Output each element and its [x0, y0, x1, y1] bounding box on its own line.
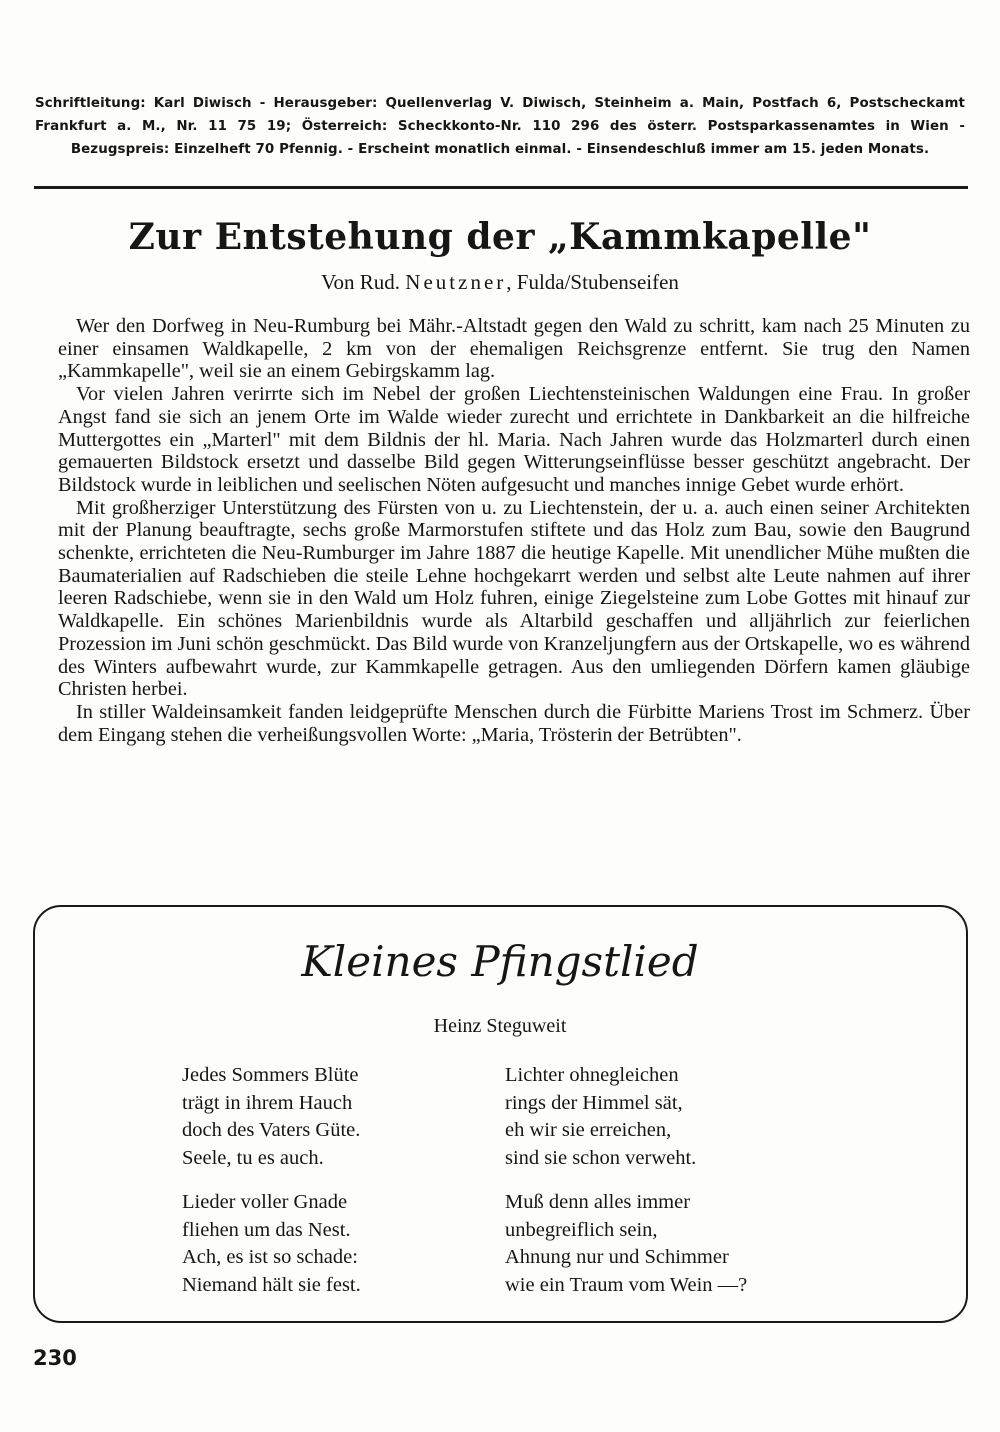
poem-stanza [505, 1189, 747, 1299]
poem-line: rings der Himmel sät, [505, 1091, 683, 1114]
poem-author: Heinz Steguweit [433, 1015, 567, 1037]
article-paragraph: Vor vielen Jahren verirrte sich im Nebel der großen Liechtensteinischen Waldungen eine Frau. In großer Angst fand sie sich an jenem Orte im Walde wieder zurecht und errichtete in Dankbarkeit an die hilfreiche Muttergottes ein „Marterl" mit dem Bildnis der hl. Maria. Nach Jahren wurde das Holzmarterl durch einen gemauerten Bildstock ersetzt und dasselbe Bild gegen Witterungseinflüsse besser geschützt angebracht. Der Bildstock wurde in leiblichen und seelischen Nöten aufgesucht und manches innige Gebet wurde erhört. [58, 383, 970, 496]
poem-stanza [182, 1189, 361, 1299]
poem-column-left [182, 1062, 361, 1316]
poem-line: Lichter ohnegleichen [505, 1064, 679, 1086]
poem-line: eh wir sie erreichen, [505, 1119, 672, 1141]
page-number: 230 [33, 1346, 77, 1370]
poem-line: unbegreiflich sein, [505, 1218, 658, 1241]
poem-line: Lieder voller Gnade [182, 1191, 348, 1213]
article-paragraph: Wer den Dorfweg in Neu-Rumburg bei Mähr.-Altstadt gegen den Wald zu schritt, kam nach 25 Minuten zu einer einsamen Waldkapelle, 2 km von der ehemaligen Reichsgrenze entfernt. Sie trug den Namen „Kammkapelle", weil sie an einem Gebirgskamm lag. [58, 315, 970, 383]
article-body [58, 315, 970, 746]
article-byline [0, 268, 1000, 296]
poem-line: Jedes Sommers Blüte [182, 1064, 359, 1086]
poem-line: wie ein Traum vom Wein —? [505, 1273, 748, 1296]
article-title: Zur Entstehung der „Kammkapelle" [128, 216, 872, 258]
poem-line: trägt in ihrem Hauch [182, 1091, 353, 1114]
poem-column-right [505, 1062, 747, 1316]
poem-stanza [505, 1062, 747, 1172]
article-paragraph: In stiller Waldeinsamkeit fanden leidgeprüfte Menschen durch die Fürbitte Mariens Trost im Schmerz. Über dem Eingang stehen die verheißungsvollen Worte: „Maria, Trösterin der Betrübten". [58, 700, 970, 746]
poem-line: sind sie schon verweht. [505, 1146, 697, 1169]
header-rule [34, 186, 968, 189]
poem-line: Seele, tu es auch. [182, 1146, 324, 1169]
poem-line: Ahnung nur und Schimmer [505, 1246, 729, 1268]
byline-suffix: , Fulda/Stubenseifen [506, 270, 679, 294]
poem-line: Niemand hält sie fest. [182, 1273, 361, 1296]
byline-author: Neutzner [405, 270, 507, 294]
masthead-imprint: Schriftleitung: Karl Diwisch - Herausgeber: Quellenverlag V. Diwisch, Steinheim a. Main, Postfach 6, Postscheckamt Frankfurt a. M., Nr. 11 75 19; Österreich: Scheckkonto-Nr. 110 296 des österr. Postsparkassenamtes in Wien - Bezugspreis: Einzelheft 70 Pfennig. - Erscheint monatlich einmal. - Einsendeschluß immer am 15. jeden Monats. [35, 96, 965, 157]
poem-line: Ach, es ist so schade: [182, 1246, 358, 1268]
poem-title: Kleines Pfingstlied [301, 937, 699, 986]
poem-line: Muß denn alles immer [505, 1191, 691, 1213]
poem-line: doch des Vaters Güte. [182, 1119, 361, 1141]
poem-stanza [182, 1062, 361, 1172]
byline-prefix: Von Rud. [321, 270, 406, 294]
article-paragraph: Mit großherziger Unterstützung des Fürsten von u. zu Liechtenstein, der u. a. auch einen seiner Architekten mit der Planung beauftragte, sechs große Marmorstufen stiftete und das Holz zum Bau, sowie den Baugrund schenkte, errichteten die Neu-Rumburger im Jahre 1887 die heutige Kapelle. Mit unendlicher Mühe mußten die Baumaterialien auf Radschieben die steile Lehne hochgekarrt werden und selbst alte Leute nahmen auf ihrer leeren Radschiebe, wenn sie in den Wald um Holz fuhren, einige Ziegelsteine zum Lobe Gottes mit hinauf zur Waldkapelle. Ein schönes Marienbildnis wurde als Altarbild geschaffen und alljährlich zur feierlichen Prozession im Juni schön geschmückt. Das Bild wurde von Kranzeljungfern aus der Ortskapelle, wo es während des Winters aufbewahrt wurde, zur Kammkapelle getragen. Aus den umliegenden Dörfern kamen gläubige Christen herbei. [58, 496, 970, 701]
poem-line: fliehen um das Nest. [182, 1218, 351, 1241]
